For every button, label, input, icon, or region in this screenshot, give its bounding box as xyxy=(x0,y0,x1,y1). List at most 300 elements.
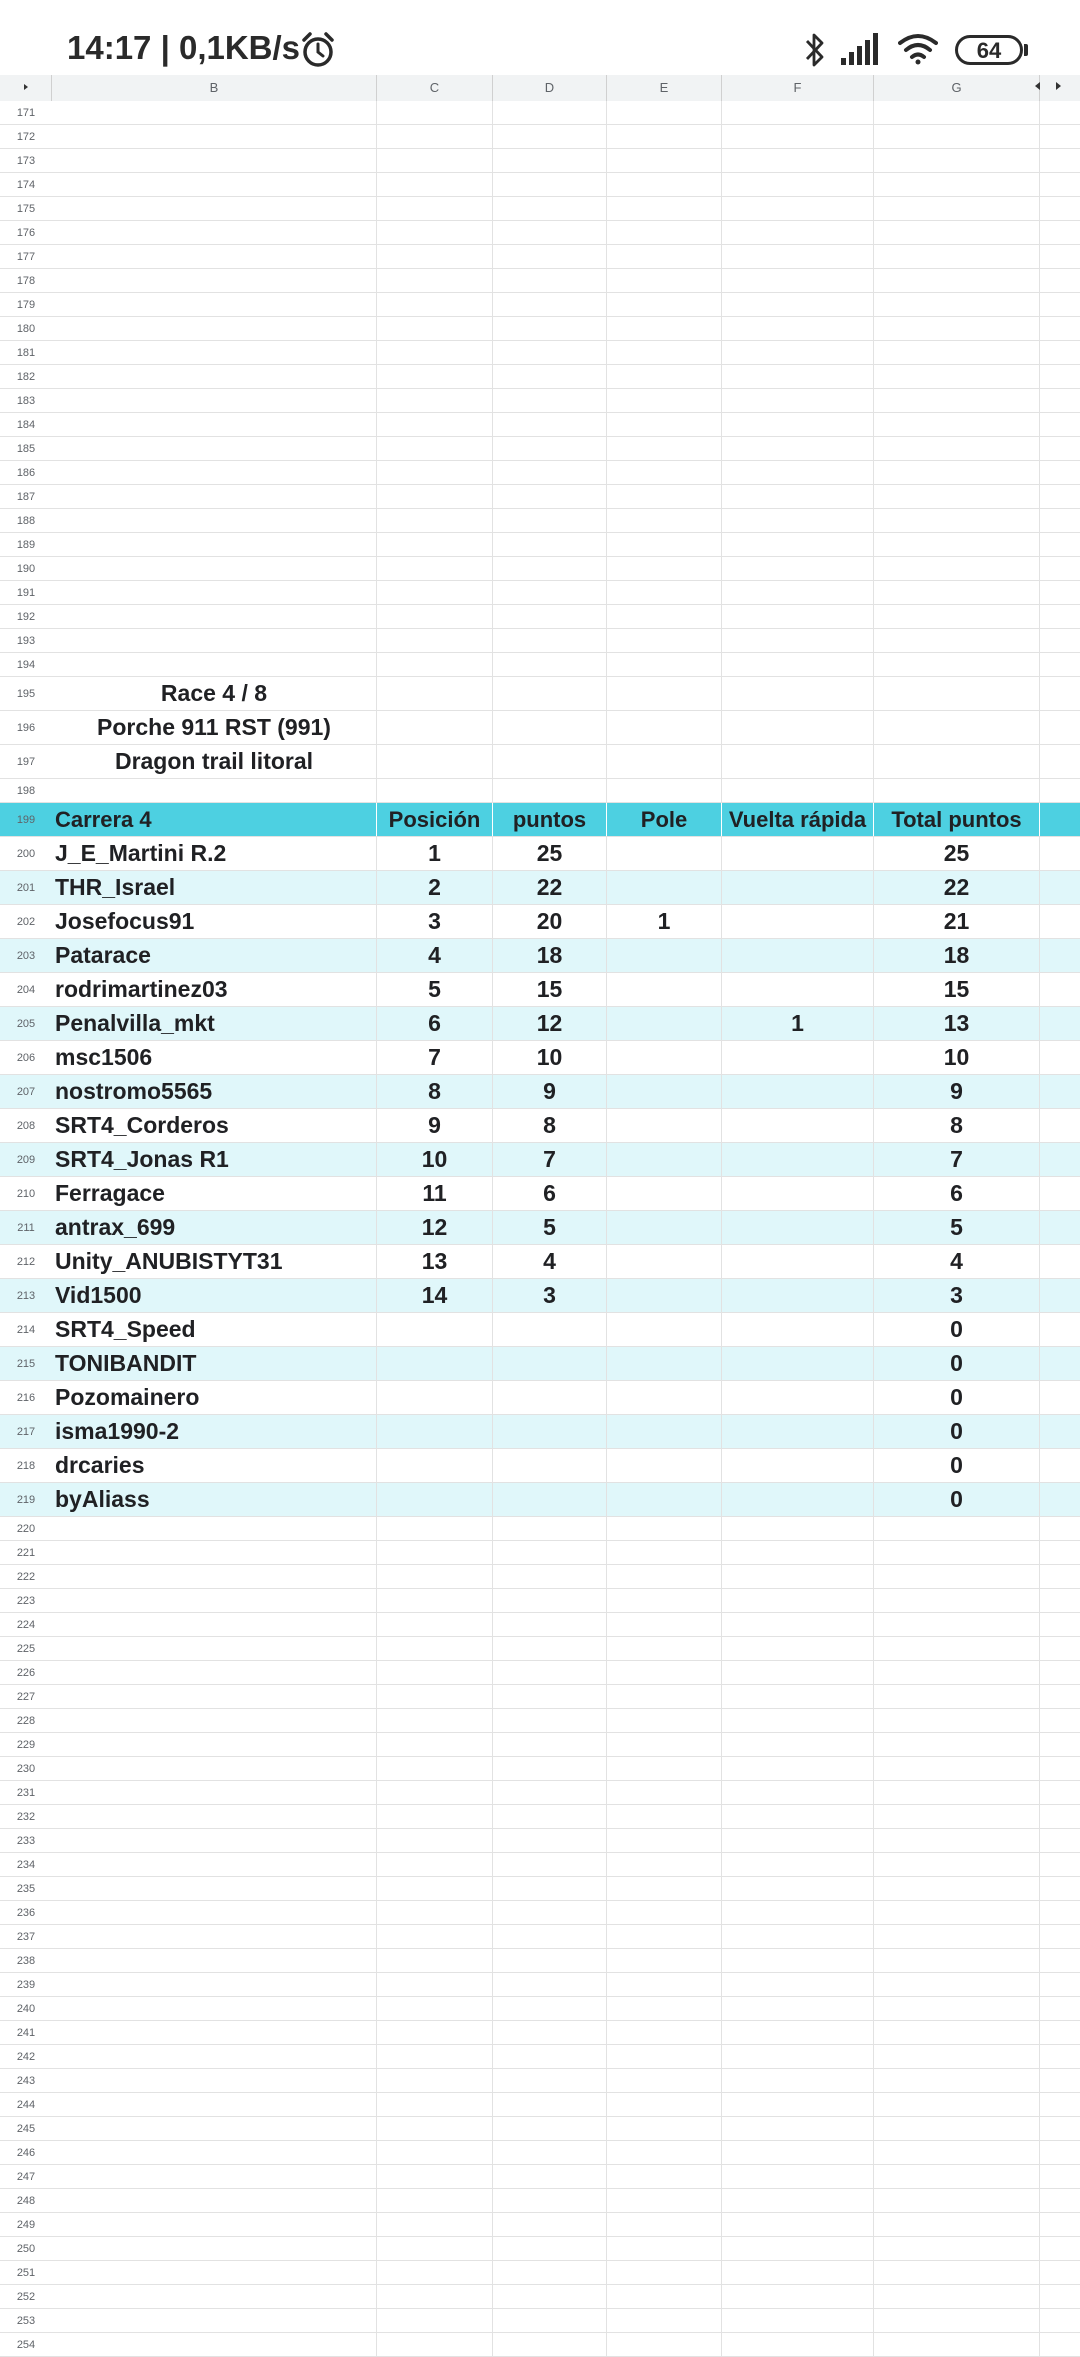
cell-b[interactable] xyxy=(52,1877,377,1900)
cell-e[interactable] xyxy=(607,1007,722,1040)
row-number[interactable]: 211 xyxy=(17,1221,35,1234)
cell-g[interactable]: 0 xyxy=(874,1313,1040,1346)
cell-c[interactable] xyxy=(377,1925,493,1948)
cell-c[interactable]: 2 xyxy=(377,871,493,904)
cell-b[interactable] xyxy=(52,1517,377,1540)
cell-f[interactable] xyxy=(722,1109,874,1142)
cell-c[interactable]: 14 xyxy=(377,1279,493,1312)
cell-e[interactable] xyxy=(607,173,722,196)
cell-f[interactable] xyxy=(722,197,874,220)
cell-e[interactable] xyxy=(607,1637,722,1660)
cell-c[interactable] xyxy=(377,677,493,710)
row-number[interactable]: 235 xyxy=(16,1882,36,1895)
cell-g[interactable] xyxy=(874,1901,1040,1924)
row-number[interactable]: 210 xyxy=(16,1187,36,1200)
row-number[interactable]: 216 xyxy=(16,1391,36,1404)
row-number[interactable]: 224 xyxy=(16,1618,36,1631)
cell-g[interactable] xyxy=(874,437,1040,460)
sheet-row[interactable] xyxy=(0,1829,1080,1853)
cell-c[interactable]: 8 xyxy=(377,1075,493,1108)
cell-f[interactable] xyxy=(722,293,874,316)
cell-d[interactable] xyxy=(493,1997,607,2020)
cell-b[interactable]: antrax_699 xyxy=(52,1211,377,1244)
cell-c[interactable] xyxy=(377,317,493,340)
results-row[interactable] xyxy=(0,1143,1080,1177)
cell-b[interactable] xyxy=(52,341,377,364)
cell-c[interactable] xyxy=(377,1517,493,1540)
cell-e[interactable] xyxy=(607,1829,722,1852)
sheet-row[interactable] xyxy=(0,317,1080,341)
cell-b[interactable] xyxy=(52,1709,377,1732)
cell-g[interactable] xyxy=(874,2309,1040,2332)
cell-g[interactable] xyxy=(874,2093,1040,2116)
cell-b[interactable] xyxy=(52,1565,377,1588)
sheet-row[interactable] xyxy=(0,1877,1080,1901)
cell-e[interactable] xyxy=(607,1709,722,1732)
cell-f[interactable] xyxy=(722,2213,874,2236)
row-number[interactable]: 184 xyxy=(16,418,36,431)
cell-d[interactable] xyxy=(493,1415,607,1448)
header-cell-c[interactable]: Posición xyxy=(377,803,493,836)
row-number[interactable]: 249 xyxy=(16,2218,36,2231)
cell-b[interactable] xyxy=(52,317,377,340)
cell-b[interactable] xyxy=(52,1829,377,1852)
cell-c[interactable] xyxy=(377,2333,493,2356)
header-cell-d[interactable]: puntos xyxy=(493,803,607,836)
results-row[interactable] xyxy=(0,1415,1080,1449)
cell-e[interactable] xyxy=(607,2261,722,2284)
cell-d[interactable] xyxy=(493,1517,607,1540)
cell-c[interactable] xyxy=(377,1541,493,1564)
cell-e[interactable] xyxy=(607,1415,722,1448)
cell-g[interactable] xyxy=(874,2261,1040,2284)
row-number[interactable]: 203 xyxy=(16,949,36,962)
sheet-row[interactable] xyxy=(0,197,1080,221)
cell-d[interactable] xyxy=(493,1661,607,1684)
row-number[interactable]: 244 xyxy=(16,2098,36,2111)
results-row[interactable] xyxy=(0,1313,1080,1347)
cell-d[interactable] xyxy=(493,1853,607,1876)
cell-f[interactable] xyxy=(722,1313,874,1346)
cell-c[interactable] xyxy=(377,341,493,364)
cell-d[interactable]: 9 xyxy=(493,1075,607,1108)
cell-e[interactable] xyxy=(607,1211,722,1244)
row-number[interactable]: 176 xyxy=(16,226,36,239)
cell-d[interactable] xyxy=(493,1613,607,1636)
cell-f[interactable] xyxy=(722,2141,874,2164)
cell-d[interactable]: 22 xyxy=(493,871,607,904)
row-number[interactable]: 200 xyxy=(16,847,36,860)
cell-e[interactable] xyxy=(607,533,722,556)
row-number[interactable]: 191 xyxy=(16,586,36,599)
row-number[interactable]: 209 xyxy=(16,1153,36,1166)
row-number[interactable]: 180 xyxy=(16,322,36,335)
cell-c[interactable] xyxy=(377,1415,493,1448)
cell-c[interactable] xyxy=(377,779,493,802)
row-number[interactable]: 247 xyxy=(16,2170,36,2183)
cell-g[interactable] xyxy=(874,1853,1040,1876)
row-number[interactable]: 201 xyxy=(16,881,36,894)
cell-f[interactable] xyxy=(722,1661,874,1684)
cell-c[interactable] xyxy=(377,1805,493,1828)
cell-e[interactable] xyxy=(607,1245,722,1278)
cell-c[interactable] xyxy=(377,605,493,628)
row-number[interactable]: 248 xyxy=(16,2194,36,2207)
cell-e[interactable] xyxy=(607,1279,722,1312)
cell-d[interactable] xyxy=(493,2045,607,2068)
sheet-row[interactable] xyxy=(0,485,1080,509)
cell-c[interactable] xyxy=(377,1757,493,1780)
cell-b[interactable] xyxy=(52,173,377,196)
cell-g[interactable] xyxy=(874,2165,1040,2188)
header-cell-e[interactable]: Pole xyxy=(607,803,722,836)
row-number[interactable]: 179 xyxy=(16,298,36,311)
cell-g[interactable] xyxy=(874,461,1040,484)
sheet-row[interactable] xyxy=(0,557,1080,581)
cell-d[interactable] xyxy=(493,1733,607,1756)
cell-e[interactable] xyxy=(607,2165,722,2188)
cell-g[interactable] xyxy=(874,1613,1040,1636)
cell-e[interactable] xyxy=(607,1449,722,1482)
row-number[interactable]: 189 xyxy=(16,538,36,551)
row-number[interactable]: 178 xyxy=(16,274,36,287)
row-number[interactable]: 192 xyxy=(16,610,36,623)
row-number[interactable]: 187 xyxy=(16,490,36,503)
cell-e[interactable] xyxy=(607,2141,722,2164)
sheet-row[interactable] xyxy=(0,2333,1080,2357)
cell-d[interactable] xyxy=(493,221,607,244)
cell-c[interactable] xyxy=(377,1997,493,2020)
cell-e[interactable] xyxy=(607,2069,722,2092)
cell-c[interactable] xyxy=(377,485,493,508)
cell-e[interactable] xyxy=(607,1997,722,2020)
cell-b[interactable] xyxy=(52,2309,377,2332)
cell-d[interactable] xyxy=(493,197,607,220)
cell-f[interactable] xyxy=(722,1637,874,1660)
cell-d[interactable] xyxy=(493,1781,607,1804)
cell-e[interactable] xyxy=(607,461,722,484)
cell-d[interactable] xyxy=(493,581,607,604)
row-number[interactable]: 229 xyxy=(16,1738,36,1751)
cell-c[interactable]: 13 xyxy=(377,1245,493,1278)
cell-g[interactable] xyxy=(874,101,1040,124)
cell-b[interactable] xyxy=(52,1613,377,1636)
sheet-row[interactable] xyxy=(0,1757,1080,1781)
cell-d[interactable] xyxy=(493,2165,607,2188)
cell-f[interactable] xyxy=(722,1877,874,1900)
column-header-d[interactable]: D xyxy=(493,75,607,101)
cell-g[interactable] xyxy=(874,1517,1040,1540)
row-number[interactable]: 212 xyxy=(16,1255,36,1268)
cell-e[interactable] xyxy=(607,779,722,802)
cell-b[interactable] xyxy=(52,1637,377,1660)
cell-g[interactable] xyxy=(874,1757,1040,1780)
sheet-row[interactable] xyxy=(0,1853,1080,1877)
sheet-row[interactable] xyxy=(0,1709,1080,1733)
sheet-row[interactable] xyxy=(0,2237,1080,2261)
row-number[interactable]: 253 xyxy=(16,2314,36,2327)
cell-e[interactable] xyxy=(607,221,722,244)
cell-c[interactable] xyxy=(377,437,493,460)
cell-b[interactable] xyxy=(52,2237,377,2260)
cell-c[interactable] xyxy=(377,2213,493,2236)
cell-g[interactable] xyxy=(874,173,1040,196)
cell-d[interactable] xyxy=(493,437,607,460)
cell-d[interactable] xyxy=(493,2117,607,2140)
cell-f[interactable] xyxy=(722,837,874,870)
cell-f[interactable] xyxy=(722,1075,874,1108)
cell-f[interactable] xyxy=(722,677,874,710)
cell-e[interactable] xyxy=(607,1589,722,1612)
cell-g[interactable]: 6 xyxy=(874,1177,1040,1210)
sheet-row[interactable] xyxy=(0,2069,1080,2093)
cell-f[interactable] xyxy=(722,2189,874,2212)
cell-g[interactable] xyxy=(874,2069,1040,2092)
cell-c[interactable] xyxy=(377,629,493,652)
cell-c[interactable]: 5 xyxy=(377,973,493,1006)
sheet-row[interactable] xyxy=(0,653,1080,677)
cell-c[interactable] xyxy=(377,1313,493,1346)
cell-f[interactable] xyxy=(722,1901,874,1924)
row-number[interactable]: 190 xyxy=(16,562,36,575)
cell-c[interactable]: 11 xyxy=(377,1177,493,1210)
cell-f[interactable] xyxy=(722,1781,874,1804)
cell-c[interactable] xyxy=(377,711,493,744)
cell-g[interactable] xyxy=(874,1829,1040,1852)
sheet-row[interactable] xyxy=(0,173,1080,197)
column-header-b[interactable]: B xyxy=(52,75,377,101)
row-number[interactable]: 175 xyxy=(16,202,36,215)
cell-f[interactable] xyxy=(722,2165,874,2188)
cell-d[interactable] xyxy=(493,779,607,802)
cell-f[interactable] xyxy=(722,939,874,972)
sheet-row[interactable] xyxy=(0,437,1080,461)
cell-b[interactable] xyxy=(52,1949,377,1972)
cell-d[interactable] xyxy=(493,341,607,364)
cell-c[interactable]: 4 xyxy=(377,939,493,972)
cell-g[interactable] xyxy=(874,653,1040,676)
cell-g[interactable] xyxy=(874,779,1040,802)
results-row[interactable] xyxy=(0,837,1080,871)
cell-g[interactable] xyxy=(874,557,1040,580)
cell-f[interactable] xyxy=(722,605,874,628)
row-number[interactable]: 219 xyxy=(16,1493,36,1506)
row-number[interactable]: 193 xyxy=(16,634,36,647)
cell-d[interactable]: 3 xyxy=(493,1279,607,1312)
cell-b[interactable] xyxy=(52,1733,377,1756)
cell-c[interactable] xyxy=(377,125,493,148)
cell-f[interactable] xyxy=(722,653,874,676)
row-number[interactable]: 218 xyxy=(16,1459,36,1472)
cell-d[interactable]: 10 xyxy=(493,1041,607,1074)
cell-c[interactable] xyxy=(377,1901,493,1924)
cell-f[interactable] xyxy=(722,1949,874,1972)
cell-c[interactable] xyxy=(377,1781,493,1804)
cell-b[interactable] xyxy=(52,125,377,148)
cell-f[interactable] xyxy=(722,1805,874,1828)
cell-d[interactable]: 12 xyxy=(493,1007,607,1040)
cell-f[interactable] xyxy=(722,461,874,484)
cell-d[interactable] xyxy=(493,1541,607,1564)
cell-b[interactable] xyxy=(52,509,377,532)
cell-e[interactable] xyxy=(607,1925,722,1948)
cell-g[interactable] xyxy=(874,2021,1040,2044)
cell-e[interactable] xyxy=(607,149,722,172)
cell-g[interactable]: 18 xyxy=(874,939,1040,972)
cell-e[interactable] xyxy=(607,1949,722,1972)
cell-b[interactable] xyxy=(52,2333,377,2356)
cell-g[interactable]: 0 xyxy=(874,1347,1040,1380)
cell-f[interactable] xyxy=(722,905,874,938)
cell-b[interactable]: J_E_Martini R.2 xyxy=(52,837,377,870)
cell-b[interactable] xyxy=(52,2165,377,2188)
cell-d[interactable] xyxy=(493,1381,607,1414)
cell-g[interactable] xyxy=(874,365,1040,388)
header-cell-b[interactable]: Carrera 4 xyxy=(52,803,377,836)
cell-f[interactable] xyxy=(722,779,874,802)
cell-d[interactable] xyxy=(493,461,607,484)
cell-b[interactable]: THR_Israel xyxy=(52,871,377,904)
row-number[interactable]: 198 xyxy=(16,784,36,797)
sheet-row[interactable] xyxy=(0,365,1080,389)
cell-b[interactable]: Ferragace xyxy=(52,1177,377,1210)
cell-e[interactable] xyxy=(607,1853,722,1876)
cell-b[interactable] xyxy=(52,101,377,124)
cell-g[interactable] xyxy=(874,1997,1040,2020)
cell-b[interactable] xyxy=(52,1973,377,1996)
cell-e[interactable] xyxy=(607,837,722,870)
cell-c[interactable] xyxy=(377,2285,493,2308)
row-number[interactable]: 243 xyxy=(16,2074,36,2087)
cell-d[interactable] xyxy=(493,1313,607,1346)
cell-b[interactable] xyxy=(52,485,377,508)
cell-d[interactable] xyxy=(493,1805,607,1828)
cell-d[interactable] xyxy=(493,2285,607,2308)
cell-c[interactable] xyxy=(377,1709,493,1732)
cell-c[interactable] xyxy=(377,1877,493,1900)
results-row[interactable] xyxy=(0,1483,1080,1517)
cell-c[interactable] xyxy=(377,1589,493,1612)
cell-b[interactable] xyxy=(52,2093,377,2116)
cell-b[interactable]: Penalvilla_mkt xyxy=(52,1007,377,1040)
cell-d[interactable] xyxy=(493,1901,607,1924)
sheet-row[interactable] xyxy=(0,341,1080,365)
sheet-row[interactable] xyxy=(0,1949,1080,1973)
cell-e[interactable] xyxy=(607,269,722,292)
cell-g[interactable] xyxy=(874,1733,1040,1756)
cell-e[interactable] xyxy=(607,2045,722,2068)
row-number[interactable]: 214 xyxy=(16,1323,36,1336)
cell-g[interactable] xyxy=(874,2045,1040,2068)
cell-f[interactable] xyxy=(722,2093,874,2116)
cell-b[interactable] xyxy=(52,629,377,652)
sheet-row[interactable] xyxy=(0,581,1080,605)
sheet-row[interactable] xyxy=(0,269,1080,293)
cell-b[interactable] xyxy=(52,437,377,460)
sheet-row[interactable] xyxy=(0,1589,1080,1613)
cell-d[interactable] xyxy=(493,653,607,676)
sheet-row[interactable] xyxy=(0,779,1080,803)
cell-b[interactable]: byAliass xyxy=(52,1483,377,1516)
row-number[interactable]: 242 xyxy=(16,2050,36,2063)
cell-f[interactable] xyxy=(722,871,874,904)
cell-e[interactable] xyxy=(607,1805,722,1828)
cell-b[interactable] xyxy=(52,413,377,436)
cell-g[interactable] xyxy=(874,485,1040,508)
cell-b[interactable] xyxy=(52,533,377,556)
cell-b[interactable] xyxy=(52,1589,377,1612)
cell-e[interactable] xyxy=(607,2093,722,2116)
cell-e[interactable] xyxy=(607,2117,722,2140)
cell-g[interactable] xyxy=(874,745,1040,778)
cell-d[interactable] xyxy=(493,1973,607,1996)
cell-b[interactable]: TONIBANDIT xyxy=(52,1347,377,1380)
cell-b[interactable] xyxy=(52,1925,377,1948)
row-number[interactable]: 208 xyxy=(16,1119,36,1132)
cell-e[interactable] xyxy=(607,2237,722,2260)
cell-c[interactable] xyxy=(377,2189,493,2212)
cell-d[interactable] xyxy=(493,605,607,628)
results-row[interactable] xyxy=(0,1381,1080,1415)
row-number[interactable]: 252 xyxy=(16,2290,36,2303)
cell-g[interactable]: 0 xyxy=(874,1381,1040,1414)
cell-g[interactable] xyxy=(874,1589,1040,1612)
cell-e[interactable] xyxy=(607,1781,722,1804)
cell-g[interactable]: 0 xyxy=(874,1483,1040,1516)
cell-g[interactable] xyxy=(874,269,1040,292)
cell-b[interactable] xyxy=(52,2261,377,2284)
cell-d[interactable] xyxy=(493,1347,607,1380)
cell-f[interactable] xyxy=(722,341,874,364)
cell-g[interactable] xyxy=(874,1541,1040,1564)
cell-c[interactable] xyxy=(377,581,493,604)
cell-f[interactable] xyxy=(722,365,874,388)
cell-e[interactable] xyxy=(607,1177,722,1210)
cell-b[interactable] xyxy=(52,1661,377,1684)
cell-d[interactable] xyxy=(493,2213,607,2236)
cell-d[interactable] xyxy=(493,2261,607,2284)
sheet-row[interactable] xyxy=(0,1781,1080,1805)
cell-f[interactable] xyxy=(722,1541,874,1564)
results-row[interactable] xyxy=(0,1007,1080,1041)
cell-f[interactable] xyxy=(722,221,874,244)
column-header-g[interactable]: G xyxy=(874,75,1040,101)
cell-g[interactable]: 21 xyxy=(874,905,1040,938)
cell-d[interactable] xyxy=(493,1829,607,1852)
cell-e[interactable] xyxy=(607,293,722,316)
cell-g[interactable] xyxy=(874,1661,1040,1684)
cell-c[interactable] xyxy=(377,1381,493,1414)
sheet-row[interactable] xyxy=(0,2309,1080,2333)
cell-d[interactable] xyxy=(493,1685,607,1708)
sheet-row[interactable] xyxy=(0,389,1080,413)
cell-g[interactable]: 5 xyxy=(874,1211,1040,1244)
sheet-row[interactable] xyxy=(0,2285,1080,2309)
cell-c[interactable] xyxy=(377,2117,493,2140)
sheet-row[interactable] xyxy=(0,1565,1080,1589)
row-number[interactable]: 251 xyxy=(16,2266,36,2279)
cell-g[interactable] xyxy=(874,509,1040,532)
cell-d[interactable] xyxy=(493,245,607,268)
row-number[interactable]: 213 xyxy=(16,1289,36,1302)
cell-g[interactable] xyxy=(874,1781,1040,1804)
row-number[interactable]: 237 xyxy=(16,1930,36,1943)
cell-f[interactable] xyxy=(722,1211,874,1244)
cell-e[interactable] xyxy=(607,365,722,388)
cell-f[interactable] xyxy=(722,581,874,604)
cell-c[interactable] xyxy=(377,1613,493,1636)
row-number[interactable]: 181 xyxy=(16,346,36,359)
